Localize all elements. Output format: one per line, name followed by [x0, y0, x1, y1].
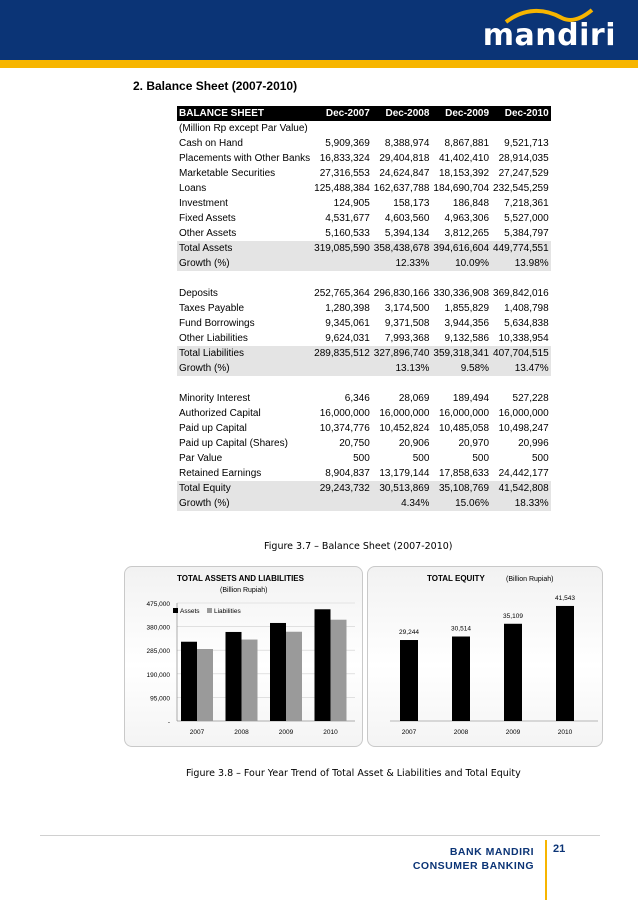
table-cell: 327,896,740 [373, 348, 430, 359]
table-cell: 296,830,166 [373, 288, 430, 299]
chart-subtitle: (Billion Rupiah) [220, 587, 268, 594]
table-cell: 232,545,259 [493, 183, 549, 194]
table-row [177, 241, 551, 256]
table-row [177, 421, 551, 436]
legend-label-liabilities: Liabilities [214, 608, 241, 615]
row-label: Taxes Payable [179, 303, 245, 314]
chart-title: TOTAL EQUITY [427, 574, 485, 583]
table-cell: 6,346 [344, 393, 370, 404]
table-cell: 28,914,035 [498, 153, 549, 164]
table-cell: 17,858,633 [438, 468, 490, 479]
row-label: Fixed Assets [179, 213, 236, 224]
bar-liabilities [286, 632, 302, 721]
bar-liabilities [242, 640, 258, 721]
x-tick-label: 2010 [557, 729, 573, 736]
table-cell: 5,384,797 [504, 228, 549, 239]
table-cell: 8,388,974 [384, 138, 430, 149]
section-title: 2. Balance Sheet (2007-2010) [133, 79, 298, 93]
table-cell: 252,765,364 [314, 288, 370, 299]
table-cell [372, 376, 432, 391]
data-label: 41,543 [555, 594, 575, 602]
table-row [177, 136, 551, 151]
data-label: 30,514 [451, 625, 471, 633]
table-cell: 10,452,824 [379, 423, 430, 434]
y-tick-label: - [167, 719, 170, 726]
row-label [177, 376, 312, 391]
row-label: Fund Borrowings [179, 318, 255, 329]
bar-assets [270, 623, 286, 721]
table-cell: 13.13% [372, 361, 432, 376]
chart-subtitle: (Billion Rupiah) [506, 576, 554, 583]
equity-chart-box [367, 566, 603, 747]
table-cell: 289,835,512 [314, 348, 370, 359]
table-cell: 500 [412, 453, 430, 464]
chart-title: TOTAL ASSETS AND LIABILITIES [177, 574, 304, 583]
table-cell: 20,996 [518, 438, 549, 449]
table-cell: 407,704,515 [493, 348, 549, 359]
table-cell: 394,616,604 [433, 243, 490, 254]
row-label: Total Equity [177, 481, 312, 496]
y-tick-label: 380,000 [146, 624, 170, 632]
table-cell: 24,624,847 [379, 168, 430, 179]
table-cell: 162,637,788 [373, 183, 430, 194]
table-row [177, 151, 551, 166]
assets-liabilities-chart [125, 567, 362, 746]
x-tick-label: 2007 [401, 729, 417, 736]
row-label: Loans [179, 183, 207, 194]
table-cell: 16,000,000 [319, 408, 370, 419]
table-row [177, 466, 551, 481]
table-cell: 449,774,551 [493, 243, 549, 254]
table-cell: 5,160,533 [325, 228, 370, 239]
footer-rule [40, 835, 600, 836]
table-cell: 13,179,144 [379, 468, 430, 479]
bar-equity [452, 636, 470, 721]
table-cell: 10.09% [431, 256, 491, 271]
figure-3-8-caption: Figure 3.8 – Four Year Trend of Total Asset & Liabilities and Total Equity [186, 768, 521, 779]
row-label: Paid up Capital (Shares) [179, 438, 288, 449]
row-label: Other Assets [179, 228, 237, 239]
table-cell: 30,513,869 [372, 481, 432, 496]
x-tick-label: 2010 [323, 729, 338, 736]
table-cell: 20,906 [398, 438, 430, 449]
table-cell [312, 376, 372, 391]
table-row [177, 256, 551, 271]
table-row [177, 496, 551, 511]
table-cell: 18,153,392 [438, 168, 490, 179]
table-cell: 16,000,000 [379, 408, 430, 419]
table-cell: 9,345,061 [325, 318, 370, 329]
data-label: 35,109 [503, 612, 523, 620]
table-row [177, 166, 551, 181]
table-cell: 4.34% [372, 496, 432, 511]
table-cell: 3,944,356 [444, 318, 490, 329]
table-cell: 9,521,713 [504, 138, 549, 149]
table-cell: Dec-2009 [431, 106, 491, 121]
table-cell: 10,338,954 [498, 333, 549, 344]
table-row [177, 226, 551, 241]
legend-swatch-liabilities [207, 608, 212, 613]
table-cell [491, 376, 551, 391]
bar-equity [556, 606, 574, 721]
table-cell: 3,174,500 [384, 303, 430, 314]
table-cell: 186,848 [452, 198, 490, 209]
table-cell [312, 496, 372, 511]
bar-assets [181, 642, 197, 721]
table-cell [312, 256, 372, 271]
table-cell: 8,904,837 [325, 468, 370, 479]
row-label: Investment [179, 198, 228, 209]
table-cell [431, 376, 491, 391]
table-cell: 18.33% [491, 496, 551, 511]
y-tick-label: 285,000 [146, 648, 170, 656]
table-cell: 4,531,677 [325, 213, 370, 224]
mandiri-logo [476, 8, 616, 54]
x-tick-label: 2008 [234, 729, 249, 736]
table-row [177, 181, 551, 196]
x-tick-label: 2009 [505, 729, 521, 736]
bar-equity [400, 640, 418, 721]
table-cell: 5,394,134 [384, 228, 430, 239]
table-row [177, 316, 551, 331]
row-label: Growth (%) [177, 256, 312, 271]
table-cell: 7,218,361 [504, 198, 549, 209]
table-cell: 41,542,808 [491, 481, 551, 496]
equity-chart [368, 567, 602, 746]
table-cell: 4,963,306 [444, 213, 490, 224]
bar-assets [315, 609, 331, 721]
table-cell: 3,812,265 [444, 228, 490, 239]
table-cell [431, 271, 491, 286]
y-tick-label: 95,000 [150, 695, 170, 703]
table-row [177, 196, 551, 211]
spacer-row [177, 376, 551, 391]
balance-sheet-table [177, 106, 551, 511]
table-cell: 13.98% [491, 256, 551, 271]
row-label [177, 271, 312, 286]
table-cell: 10,498,247 [498, 423, 549, 434]
table-cell: 125,488,384 [314, 183, 370, 194]
table-cell: 8,867,881 [444, 138, 490, 149]
table-row [177, 451, 551, 466]
row-label: Authorized Capital [179, 408, 261, 419]
table-cell: 500 [472, 453, 490, 464]
legend-swatch-assets [173, 608, 178, 613]
header-stripe [0, 60, 638, 68]
page-number: 21 [553, 843, 566, 855]
table-cell: 10,374,776 [319, 423, 370, 434]
table-cell: 1,280,398 [325, 303, 370, 314]
table-cell: 500 [353, 453, 370, 464]
row-label: Retained Earnings [179, 468, 262, 479]
row-label: Deposits [179, 288, 218, 299]
table-cell [491, 271, 551, 286]
table-cell: 5,909,369 [325, 138, 370, 149]
table-cell: 16,833,324 [319, 153, 370, 164]
table-cell: 124,905 [333, 198, 370, 209]
table-cell: 5,527,000 [504, 213, 549, 224]
row-label: Cash on Hand [179, 138, 243, 149]
table-cell: 10,485,058 [438, 423, 490, 434]
table-row [177, 346, 551, 361]
table-cell: 500 [531, 453, 549, 464]
row-label: Growth (%) [177, 361, 312, 376]
table-cell: 527,228 [512, 393, 549, 404]
table-cell: 1,855,829 [444, 303, 490, 314]
data-label: 29,244 [399, 629, 419, 637]
row-label: Other Liabilities [179, 333, 248, 344]
table-cell: 369,842,016 [493, 288, 549, 299]
table-cell [312, 361, 372, 376]
table-cell: 5,634,838 [504, 318, 549, 329]
table-cell: 16,000,000 [438, 408, 490, 419]
table-cell: 41,402,410 [438, 153, 490, 164]
table-row [177, 286, 551, 301]
table-row [177, 406, 551, 421]
table-cell: 9,624,031 [325, 333, 370, 344]
table-row [177, 211, 551, 226]
spacer-row [177, 271, 551, 286]
row-label: BALANCE SHEET [177, 106, 312, 121]
x-tick-label: 2008 [453, 729, 469, 736]
table-cell: 15.06% [431, 496, 491, 511]
bar-assets [226, 632, 242, 721]
table-cell: 4,603,560 [384, 213, 430, 224]
table-cell: 35,108,769 [431, 481, 491, 496]
table-row [177, 391, 551, 406]
bar-equity [504, 624, 522, 721]
table-cell: Dec-2007 [312, 106, 372, 121]
table-cell: 24,442,177 [498, 468, 549, 479]
table-cell [372, 271, 432, 286]
table-cell: 1,408,798 [504, 303, 549, 314]
logo-text: mandiri [482, 18, 616, 53]
row-label: Paid up Capital [179, 423, 247, 434]
table-cell: 9.58% [431, 361, 491, 376]
x-tick-label: 2007 [189, 729, 205, 736]
table-cell: 13.47% [491, 361, 551, 376]
table-cell: 27,316,553 [319, 168, 370, 179]
table-cell: 20,970 [458, 438, 490, 449]
table-cell [312, 271, 372, 286]
table-row [177, 331, 551, 346]
table-cell: 27,247,529 [498, 168, 549, 179]
table-cell: 9,371,508 [384, 318, 430, 329]
table-header-row [177, 106, 551, 121]
table-cell: 330,336,908 [433, 288, 490, 299]
y-tick-label: 475,000 [146, 601, 170, 608]
bar-liabilities [331, 620, 347, 721]
legend-label-assets: Assets [180, 608, 200, 615]
x-tick-label: 2009 [278, 729, 294, 736]
table-row [177, 361, 551, 376]
table-cell: 358,438,678 [373, 243, 430, 254]
table-cell: 184,690,704 [433, 183, 490, 194]
footer-division: CONSUMER BANKING [412, 860, 534, 872]
table-cell: 7,993,368 [384, 333, 430, 344]
row-label: Total Assets [177, 241, 312, 256]
table-cell: Dec-2008 [372, 106, 432, 121]
table-cell: 20,750 [339, 438, 370, 449]
row-label: Marketable Securities [179, 168, 276, 179]
footer-bank-name: BANK MANDIRI [449, 846, 534, 858]
table-cell: 16,000,000 [498, 408, 549, 419]
row-label: (Million Rp except Par Value) [179, 123, 308, 134]
table-cell: 29,243,732 [312, 481, 372, 496]
table-row [177, 301, 551, 316]
table-cell: 29,404,818 [379, 153, 430, 164]
unit-note-row [177, 121, 551, 136]
bar-liabilities [197, 649, 213, 721]
row-label: Par Value [179, 453, 223, 464]
row-label: Growth (%) [177, 496, 312, 511]
table-cell: 28,069 [398, 393, 430, 404]
footer-divider [545, 840, 547, 900]
table-cell: 12.33% [372, 256, 432, 271]
row-label: Total Liabilities [177, 346, 312, 361]
table-cell: Dec-2010 [491, 106, 551, 121]
table-row [177, 436, 551, 451]
assets-liabilities-chart-box [124, 566, 363, 747]
table-cell: 319,085,590 [314, 243, 370, 254]
row-label: Placements with Other Banks [179, 153, 311, 164]
table-cell: 158,173 [393, 198, 430, 209]
table-cell: 9,132,586 [444, 333, 490, 344]
table-cell: 189,494 [452, 393, 490, 404]
figure-3-7-caption: Figure 3.7 – Balance Sheet (2007-2010) [264, 541, 453, 552]
table-cell: 359,318,341 [433, 348, 490, 359]
y-tick-label: 190,000 [146, 671, 170, 679]
row-label: Minority Interest [179, 393, 251, 404]
table-row [177, 481, 551, 496]
